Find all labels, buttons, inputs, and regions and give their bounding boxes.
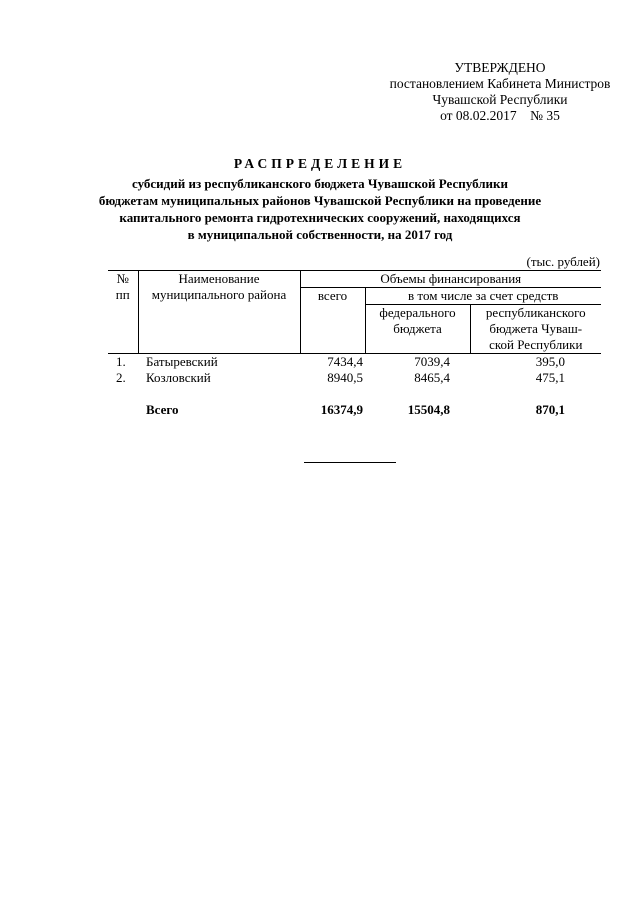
header-republic-cell xyxy=(470,305,601,354)
row-total: 7434,4 xyxy=(300,354,365,371)
row-name: Батыревский xyxy=(138,354,300,371)
header-funding: Объемы финансирования xyxy=(300,271,601,288)
approval-heading: УТВЕРЖДЕНО xyxy=(454,60,546,75)
header-federal: федерального xyxy=(379,305,456,320)
summary-label: Всего xyxy=(146,402,179,417)
units-label: (тыс. рублей) xyxy=(526,254,600,269)
header-name-sub: муниципального района xyxy=(151,287,287,302)
row-number: 1. xyxy=(108,354,138,371)
header-row xyxy=(108,271,601,288)
closing-divider xyxy=(304,462,396,463)
summary-republic: 870,1 xyxy=(535,402,565,417)
summary-federal: 15504,8 xyxy=(407,402,450,417)
header-republic-sub: бюджета Чуваш- xyxy=(489,321,583,336)
header-number-cell xyxy=(108,271,138,354)
approval-republic: Чувашской Республики xyxy=(432,92,568,107)
summary-row xyxy=(108,402,601,418)
document-subtitle xyxy=(0,175,640,243)
row-republic: 475,1 xyxy=(535,370,565,385)
header-republic-sub: ской Республики xyxy=(489,337,583,352)
row-number: 2. xyxy=(116,370,126,385)
row-republic: 395,0 xyxy=(470,354,601,371)
header-including: в том числе за счет средств xyxy=(365,288,601,305)
header-federal-sub: бюджета xyxy=(393,321,442,336)
approval-block xyxy=(330,60,640,124)
row-name: Козловский xyxy=(146,370,211,385)
subtitle-line: в муниципальной собственности, на 2017 год xyxy=(187,227,453,242)
header-republic: республиканского xyxy=(485,305,586,320)
subtitle-line: бюджетам муниципальных районов Чувашской Республики на проведение xyxy=(98,193,542,208)
header-total: всего xyxy=(300,288,365,354)
subtitle-line: капитального ремонта гидротехнических сооружений, находящихся xyxy=(119,210,521,225)
distribution-table xyxy=(108,270,601,418)
document-title: РАСПРЕДЕЛЕНИЕ xyxy=(233,156,407,171)
approval-decree: постановлением Кабинета Министров xyxy=(389,76,611,91)
header-name-cell xyxy=(138,271,300,354)
table-row xyxy=(108,354,601,371)
header-name: Наименование xyxy=(178,271,260,286)
header-number-sub: пп xyxy=(115,287,130,302)
header-federal-cell xyxy=(365,305,470,354)
summary-total: 16374,9 xyxy=(320,402,363,417)
subtitle-line: субсидий из республиканского бюджета Чувашской Республики xyxy=(131,176,509,191)
row-federal: 8465,4 xyxy=(414,370,450,385)
approval-date-number: от 08.02.2017 № 35 xyxy=(440,108,560,123)
row-federal: 7039,4 xyxy=(365,354,470,371)
row-total: 8940,5 xyxy=(327,370,363,385)
header-number: № xyxy=(116,271,129,286)
table-row xyxy=(108,370,601,386)
spacer-row xyxy=(108,386,601,402)
